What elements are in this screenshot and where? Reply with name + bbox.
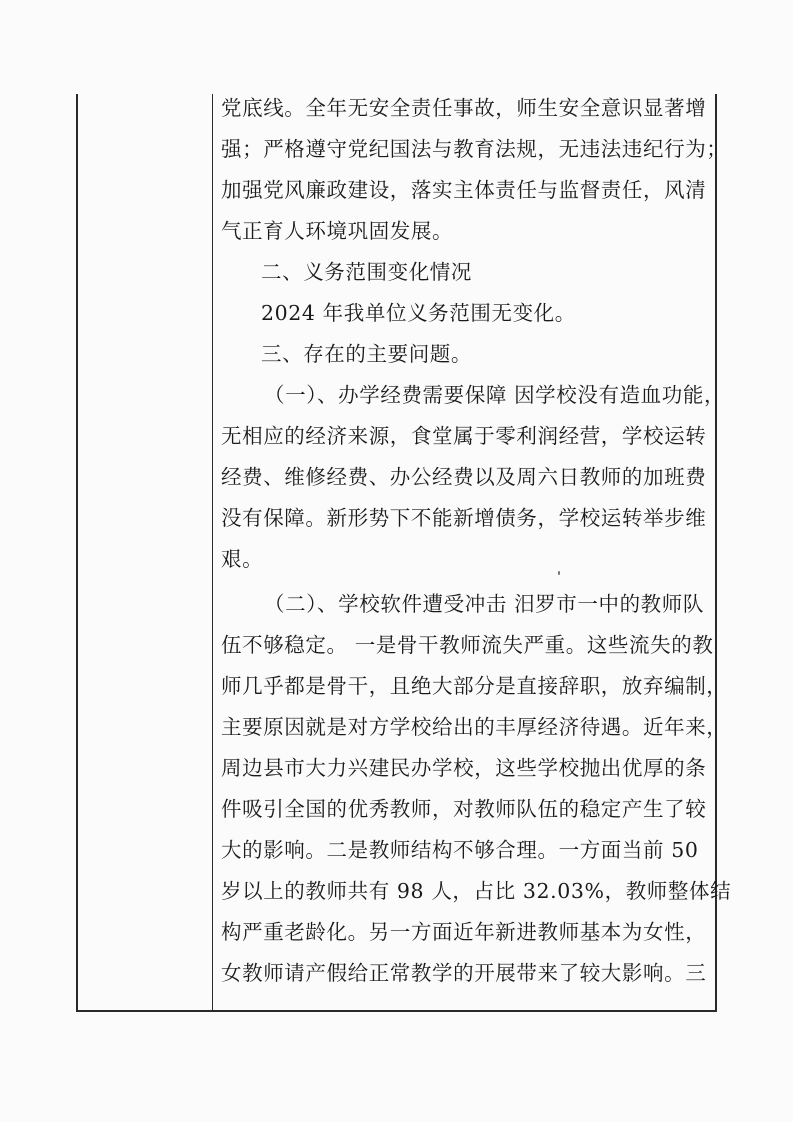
body-line: 师几乎都是骨干，且绝大部分是直接辞职，放弃编制， — [221, 674, 728, 698]
body-line: 岁以上的教师共有 98 人，占比 32.03%，教师整体结 — [221, 879, 732, 903]
section-heading: 三、存在的主要问题。 — [261, 342, 472, 366]
body-line: 2024 年我单位义务范围无变化。 — [261, 301, 576, 325]
body-line: 件吸引全国的优秀教师，对教师队伍的稳定产生了较 — [221, 797, 707, 821]
body-line: 加强党风廉政建设，落实主体责任与监督责任，风清 — [221, 178, 707, 202]
body-line: 女教师请产假给正常教学的开展带来了较大影响。三 — [221, 961, 707, 985]
scan-speck — [558, 571, 560, 575]
body-line: 气正育人环境巩固发展。 — [221, 219, 454, 243]
section-heading: 二、义务范围变化情况 — [261, 260, 472, 284]
body-line: 周边县市大力兴建民办学校，这些学校抛出优厚的条 — [221, 756, 707, 780]
body-line: 构严重老龄化。另一方面近年新进教师基本为女性， — [221, 920, 707, 944]
body-line: 经费、维修经费、办公经费以及周六日教师的加班费 — [221, 465, 707, 489]
body-line: 强；严格遵守党纪国法与教育法规，无违法违纪行为； — [221, 137, 728, 161]
body-line: 艰。 — [221, 547, 264, 571]
body-line: 主要原因就是对方学校给出的丰厚经济待遇。近年来， — [221, 715, 728, 739]
subsection-heading: （二）、学校软件遭受冲击 汨罗市一中的教师队 — [264, 592, 704, 616]
subsection-heading: （一）、办学经费需要保障 因学校没有造血功能， — [264, 383, 726, 407]
table-left-cell — [78, 94, 213, 1010]
body-line: 党底线。全年无安全责任事故，师生安全意识显著增 — [221, 96, 707, 120]
body-line: 伍不够稳定。 一是骨干教师流失严重。这些流失的教 — [221, 633, 714, 657]
body-line: 没有保障。新形势下不能新增债务，学校运转举步维 — [221, 506, 707, 530]
body-line: 大的影响。二是教师结构不够合理。一方面当前 50 — [221, 838, 699, 862]
body-line: 无相应的经济来源，食堂属于零利润经营，学校运转 — [221, 424, 707, 448]
